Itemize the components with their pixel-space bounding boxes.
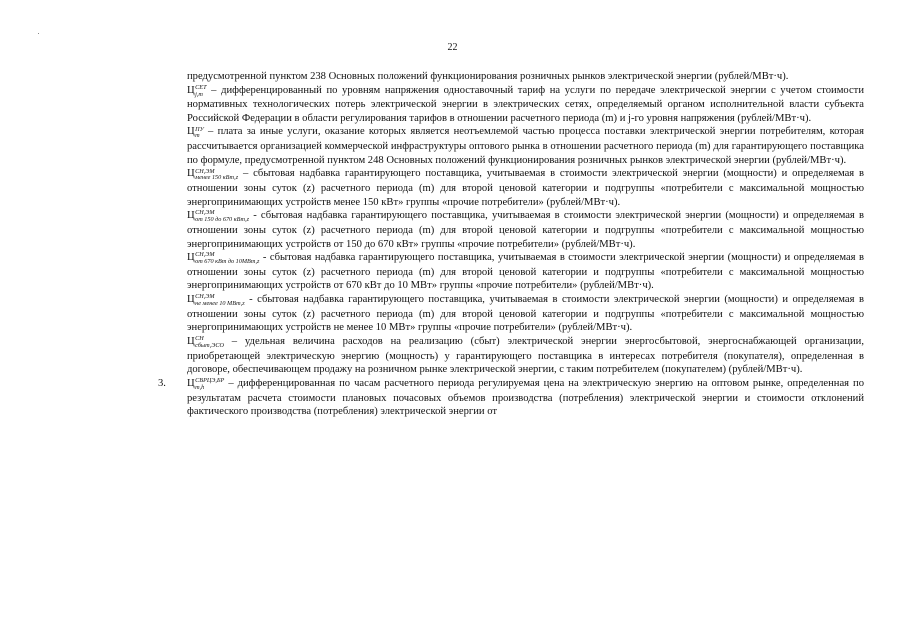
symbol-letter: Ц	[187, 168, 195, 180]
definition-paragraph	[187, 251, 864, 293]
symbol-indices	[195, 210, 249, 224]
price-symbol	[187, 209, 250, 224]
symbol-indices	[195, 169, 238, 183]
scan-speck	[38, 33, 39, 34]
price-symbol	[187, 85, 207, 96]
price-symbol	[187, 251, 260, 266]
numbered-item-3	[158, 376, 864, 419]
symbol-subscript: m,h	[195, 383, 205, 391]
symbol-superscript: СЕТ	[195, 83, 207, 91]
price-symbol	[187, 167, 239, 182]
price-symbol	[187, 294, 245, 305]
symbol-subscript: от 150 до 670 кВт,z	[195, 216, 250, 224]
price-symbol	[187, 336, 224, 347]
item-number: 3.	[158, 377, 166, 389]
symbol-subscript: m	[195, 132, 200, 140]
price-symbol	[187, 125, 204, 140]
symbol-letter: Ц	[187, 377, 195, 389]
symbol-letter: Ц	[187, 252, 195, 264]
definition-text: – дифференцированный по уровням напряжения одноставочный тариф на услуги по передаче электрической энергии с учетом стоимости нормативных технологических потерь электрической энергии в электрических сетях, определяемый органом исполнительной власти субъекта Российской Федерации в области регулирования тарифов в отношении расчетного периода (m) и j-го уровня напряжения (рублей/МВт·ч).	[187, 84, 864, 124]
symbol-superscript: СВРЦЭ,БР	[195, 376, 225, 384]
definition-paragraph	[187, 377, 864, 419]
symbol-indices	[195, 294, 245, 308]
symbol-indices	[195, 336, 224, 350]
symbol-subscript: сбыт,ЭСО	[195, 341, 224, 349]
symbol-indices	[195, 252, 259, 266]
symbol-superscript: ПУ	[195, 125, 204, 133]
symbol-superscript: СН,ЭМ	[195, 209, 215, 217]
symbol-subscript: менее 150 кВт,z	[195, 174, 239, 182]
definition-text: - сбытовая надбавка гарантирующего поставщика, учитываемая в стоимости электрической энергии (мощности) и определяемая в отношении зоны суток (z) расчетного периода (m) для второй ценовой категории и подгруппы «потребители с максимальной мощностью энергопринимающих устройств не менее 10 МВт» группы «прочие потребители» (рублей/МВт·ч).	[187, 294, 864, 334]
definition-text: – дифференцированная по часам расчетного периода регулируемая цена на электрическую энергию на оптовом рынке, определенная по результатам расчета стоимости плановых почасовых объемов производства (потребления) электрической энергии и стоимости отклонений фактического производства (потребления) электрической энергии от	[187, 377, 864, 418]
document-body	[158, 70, 864, 419]
definition-paragraph	[187, 84, 864, 126]
definition-paragraph	[187, 335, 864, 377]
definition-paragraph	[187, 167, 864, 209]
definition-paragraph	[187, 125, 864, 167]
symbol-superscript: СН,ЭМ	[195, 293, 215, 301]
symbol-superscript: СН,ЭМ	[195, 251, 215, 259]
page-number: 22	[447, 42, 458, 53]
symbol-superscript: СН,ЭМ	[195, 167, 215, 175]
symbol-subscript: от 670 кВт до 10МВт,z	[195, 258, 260, 266]
symbol-letter: Ц	[187, 84, 195, 96]
symbol-letter: Ц	[187, 294, 195, 305]
intro-paragraph: предусмотренной пунктом 238 Основных положений функционирования розничных рынков электрической энергии (рублей/МВт·ч).	[187, 71, 789, 82]
definition-text: - сбытовая надбавка гарантирующего поставщика, учитываемая в стоимости электрической энергии (мощности) и определяемая в отношении зоны суток (z) расчетного периода (m) для второй ценовой категории и подгруппы «потребители с максимальной мощностью энергопринимающих устройств от 150 до 670 кВт» группы «прочие потребители» (рублей/МВт·ч).	[187, 210, 864, 250]
definition-text: – плата за иные услуги, оказание которых является неотъемлемой частью процесса поставки электрической энергии потребителям, которая рассчитывается организацией коммерческой инфраструктуры оптового рынка в отношении расчетного периода (m) для гарантирующего поставщика по формуле, предусмотренной пунктом 248 Основных положений функционирования розничных рынков электрической энергии (рублей/МВт·ч).	[187, 126, 864, 166]
symbol-letter: Ц	[187, 335, 195, 347]
definition-text: – удельная величина расходов на реализацию (сбыт) электрической энергии энергосбытовой, энергоснабжающей организации, приобретающей электрическую энергию (мощность) у гарантирующего поставщика в интересах потребителя (покупателя), определенная в договоре, обеспечивающем продажу на розничном рынке электрической энергии, с таким потребителем (покупателем) (рублей/МВт·ч).	[187, 335, 864, 376]
symbol-letter: Ц	[187, 126, 195, 138]
definition-paragraph	[187, 209, 864, 251]
symbol-indices	[195, 378, 224, 392]
symbol-indices	[195, 127, 204, 141]
definition-text: - сбытовая надбавка гарантирующего поставщика, учитываемая в стоимости электрической энергии (мощности) и определяемая в отношении зоны суток (z) расчетного периода (m) для второй ценовой категории и подгруппы «потребители с максимальной мощностью энергопринимающих устройств от 670 кВт до 10 МВт» группы «прочие потребители» (рублей/МВт·ч).	[187, 252, 864, 292]
definitions-list	[187, 84, 864, 377]
price-symbol	[187, 378, 224, 389]
definition-text: – сбытовая надбавка гарантирующего поставщика, учитываемая в стоимости электрической энергии (мощности) и определяемая в отношении зоны суток (z) расчетного периода (m) для второй ценовой категории и подгруппы «потребители с максимальной мощностью энергопринимающих устройств менее 150 кВт» группы «прочие потребители» (рублей/МВт·ч).	[187, 168, 864, 208]
symbol-indices	[195, 85, 206, 99]
symbol-subscript: не менее 10 МВт,z	[195, 300, 245, 307]
symbol-subscript: j,m	[195, 90, 203, 98]
symbol-letter: Ц	[187, 210, 195, 222]
definition-paragraph	[187, 293, 864, 335]
symbol-superscript: СН	[195, 335, 204, 343]
